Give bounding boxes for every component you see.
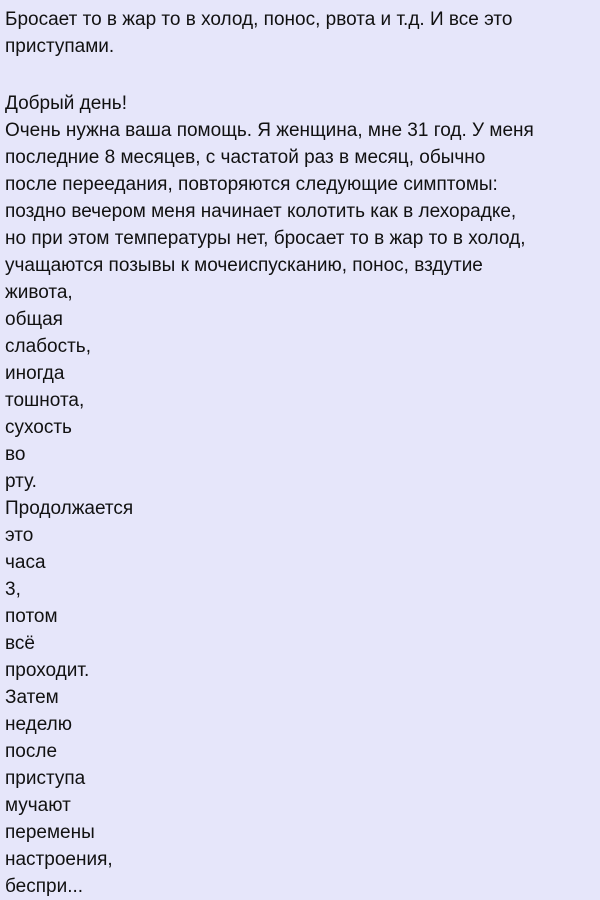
body-line: всё	[5, 633, 35, 654]
body-line: потом	[5, 606, 58, 627]
body-line: перемены	[5, 822, 95, 843]
body-line: часа	[5, 552, 46, 573]
body-line: неделю	[5, 714, 73, 735]
greeting-text: Добрый день!	[5, 93, 127, 114]
body-line: рту.	[5, 471, 37, 492]
body-line: это	[5, 525, 34, 546]
body-line: Затем	[5, 687, 59, 708]
body-line: учащаются позывы к мочеиспусканию, понос, вздутие	[5, 255, 483, 276]
body-line: проходит.	[5, 660, 90, 681]
question-title-line: приступами.	[5, 36, 115, 57]
question-title-line: Бросает то в жар то в холод, понос, рвота и т.д. И все это	[5, 9, 513, 30]
body-line: после переедания, повторяются следующие симптомы:	[5, 174, 498, 195]
body-line: во	[5, 444, 26, 465]
body-line: Очень нужна ваша помощь. Я женщина, мне 31 год. У меня	[5, 120, 534, 141]
body-line: Продолжается	[5, 498, 134, 519]
body-line: мучают	[5, 795, 71, 816]
body-line: иногда	[5, 363, 65, 384]
body-line: живота,	[5, 282, 73, 303]
body-line: беспри...	[5, 876, 84, 897]
body-line: общая	[5, 309, 63, 330]
body-line: тошнота,	[5, 390, 85, 411]
body-line: но при этом температуры нет, бросает то в жар то в холод,	[5, 228, 526, 249]
body-line: поздно вечером меня начинает колотить как в лехорадке,	[5, 201, 517, 222]
body-line: сухость	[5, 417, 72, 438]
body-line: приступа	[5, 768, 86, 789]
body-line: после	[5, 741, 58, 762]
question-body	[5, 117, 600, 900]
question-title	[5, 6, 600, 60]
body-line: последние 8 месяцев, с частатой раз в месяц, обычно	[5, 147, 486, 168]
body-line: слабость,	[5, 336, 91, 357]
body-line: настроения,	[5, 849, 113, 870]
body-line: 3,	[5, 579, 21, 600]
